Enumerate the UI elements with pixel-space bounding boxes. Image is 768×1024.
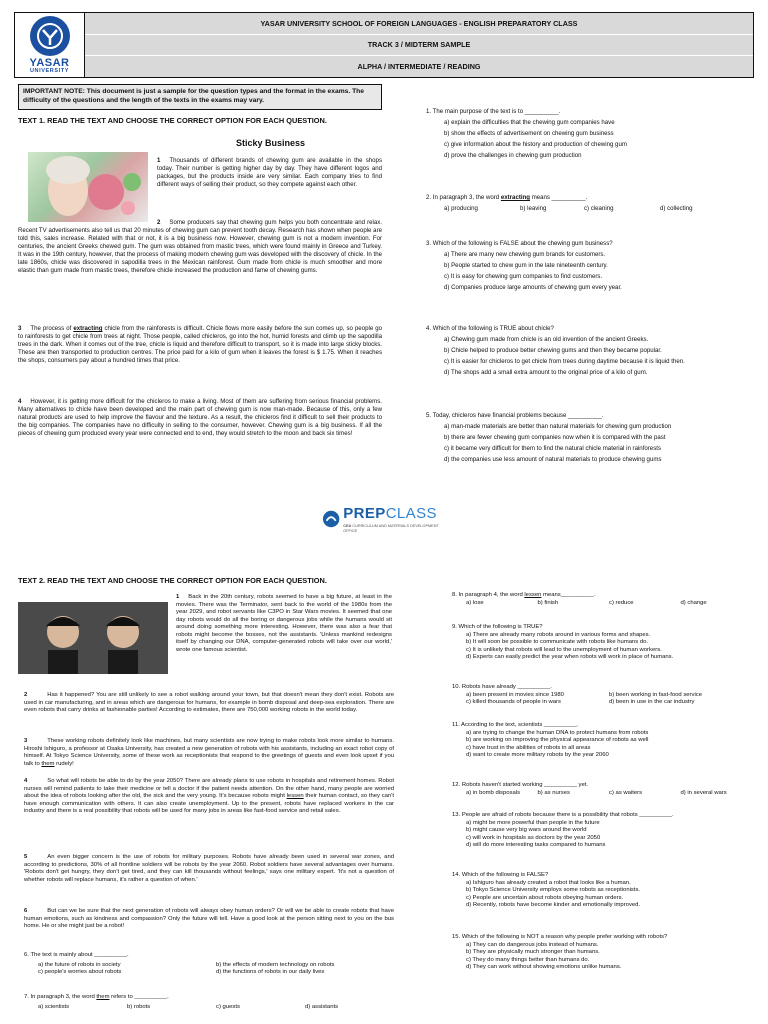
stem-text: 8. In paragraph 4, the word [452,592,525,598]
option-c[interactable]: c) as waiters [609,789,643,796]
cea-mark: CEA [343,524,352,529]
paragraph-text: Back in the 20th century, robots seemed to have a big future, at least in the movies. There was the Terminator, sent back to the world of the 1980s from the year 2029, and robot servants like C3PO in Star Wars movies. It seemed that one day robots would do all the boring or dangerous jobs while the humans would sit around doing something more interesting. However, there was also a fear that robots might become the bosses, not the assistants. 'Unless mankind redesigns itself by changing our DNA, computer-generated robots will take over our world,' wrote one famous scientist. [176,594,392,653]
office-name: CURRICULUM AND MATERIALS DEVELOPMENT OFFICE [343,524,439,534]
option-b[interactable]: b) show the effects of advertisement on chewing gum business [444,129,614,137]
paragraph-number: 1 [176,594,180,600]
stem-text: 7. In paragraph 3, the word [24,994,97,1000]
option-b[interactable]: b) robots [127,1003,151,1010]
paragraph-number: 3 [18,325,22,332]
paragraph-text: Thousands of different brands of chewing gum are available in the shops today. Their number is getting higher day by day. They have different logos and packages, but the products inside are very similar. Each company tries to find different ways of selling their product, so they compete against each other. [157,157,382,188]
option-b[interactable]: b) finish [537,599,559,606]
options-row [24,1004,394,1012]
question-2 [426,194,756,213]
option-d[interactable]: d) Recently, robots have become kinder and emotionally improved. [466,902,641,909]
paragraph-number: 6 [24,908,28,914]
option-a[interactable]: a) producing [444,204,478,212]
question-stem: 4. Which of the following is TRUE about chicle? [426,325,554,332]
logo-word: YASAR [29,56,70,69]
option-c[interactable]: c) killed thousands of people in wars [466,699,561,706]
paragraph-number: 4 [24,778,28,784]
question-stem: 9. Which of the following is TRUE? [452,624,543,630]
paragraph-number: 4 [18,398,22,405]
option-b[interactable]: b) Chicle helped to produce better chewing gums and then they became popular. [444,346,662,354]
header-track: TRACK 3 / MIDTERM SAMPLE [85,34,753,56]
option-a[interactable]: a) scientists [38,1003,70,1010]
options-row [24,969,394,977]
extracting-word: extracting [73,325,103,332]
paragraph-number: 2 [24,692,28,698]
option-d[interactable]: d) assistants [305,1003,339,1010]
paragraph-number: 5 [24,854,28,860]
question-1 [426,108,756,160]
text2-paragraph-4 [24,778,394,816]
option-a[interactable]: a) been present in movies since 1980 [466,691,564,698]
logo-emblem-icon [30,16,70,56]
options-row [426,205,756,213]
question-stem: 10. Robots have already __________. [452,684,552,690]
option-a[interactable]: a) Ishiguro has already created a robot that looks like a human. [466,879,631,886]
option-a[interactable]: a) There are already many robots around in various forms and shapes. [466,631,651,638]
option-b[interactable]: b) the effects of modern technology on robots [216,961,335,968]
text1-paragraph-4 [18,398,382,438]
question-9 [452,624,752,662]
option-d[interactable]: d) will do more interesting tasks compared to humans [466,842,606,849]
question-4 [426,325,756,377]
option-b[interactable]: b) are working on improving the physical appearance of robots as well [466,737,649,744]
question-stem: 3. Which of the following is FALSE about the chewing gum business? [426,240,613,247]
header-level: ALPHA / INTERMEDIATE / READING [85,55,753,77]
option-b[interactable]: b) It will soon be possible to communicate with robots like humans do. [466,639,649,646]
question-stem: 14. Which of the following is FALSE? [452,872,549,878]
text1-paragraph-1 [157,157,382,189]
question-stem [452,592,595,598]
option-d[interactable]: d) been in use in the car industry [609,699,695,706]
option-b[interactable]: b) Tokyo Science University employs some robots as receptionists. [466,887,641,894]
chewing-gum-photo [28,152,148,222]
document-header [14,12,754,78]
option-c[interactable]: c) reduce [609,599,634,606]
option-d[interactable]: d) collecting [660,204,693,212]
paragraph-text: Some producers say that chewing gum helps you both concentrate and relax. Recent TV advertisements also tell us that 20 minutes of chewing gum can prevent tooth decay. Research has shown when people are told this, sales increase. Related with that or not, it is a big business now. However, chewing gum is not a modern invention. For centuries, the ancient Greeks chewed gum. The gum was obtained from mastic trees, which were found mainly in Greece and Turkey. It was in the 19th century, however, that the process of making modern chewing gum was developed with the discovery of chicle. In the late 1860s, chicle was discovered in sapodilla trees in the Mexican rainforest. Gum made from chicle is much smoother and more elastic than gum made from mastic trees, therefore chicle increased the production and fame of chewing gums. [18,219,382,274]
paragraph-text: So what will robots be able to do by the year 2050? There are already plans to use robots in hospitals and retirement homes. Robot nurses will remind patients to take their medicine or tell a doctor if the patient needs attention. On the other hand, many people are worried about the idea of robots looking after the old, the sick and the very young. It's because robots might [24,778,394,800]
option-a[interactable]: a) man-made materials are better than natural materials for chewing gum production [444,422,672,430]
stem-text: refers to __________. [109,994,169,1000]
option-a[interactable]: a) explain the difficulties that the chewing gum companies have [444,118,615,126]
options-row [452,692,752,700]
option-a[interactable]: a) Chewing gum made from chicle is an old invention of the ancient Greeks. [444,335,649,343]
option-b[interactable]: b) as nurses [537,789,570,796]
paragraph-number: 2 [157,219,161,226]
option-a[interactable]: a) lose [466,599,484,606]
option-b[interactable]: b) been working in fast-food service [609,691,702,698]
question-stem: 1. The main purpose of the text is to __________. [426,108,561,115]
stem-text: means __________. [530,194,588,201]
option-c[interactable]: c) People are uncertain about robots obeying human orders. [466,894,624,901]
paragraph-number: 3 [24,738,28,744]
prepclass-emblem-icon [322,509,340,529]
paragraph-text: These working robots definitely look like machines, but many scientists are now trying to make robots look more similar to humans. Hiroshi Ishiguro, a professor at Osaka University, has created a new generation of robots with his assistants, including an exact robot copy of himself. At Tokyo Science University, some of these work as receptionists that respond to the greetings of guests and even look upset if you talk to [24,738,394,767]
option-b[interactable]: b) They are physically much stronger than humans. [466,949,600,956]
paragraph-text: rudely! [54,760,74,767]
question-stem: 6. The text is mainly about __________. [24,952,129,958]
text1-paragraph-3 [18,325,382,365]
prepclass-subtitle [343,524,444,534]
option-d[interactable]: d) change [680,599,707,606]
option-d[interactable]: d) Companies produce large amounts of chewing gum every year. [444,283,622,291]
paragraph-text: The process of [30,325,74,332]
lessen-word: lessen [524,592,542,598]
question-3 [426,240,756,292]
option-b[interactable]: b) People started to chew gum in the late nineteenth century. [444,261,608,269]
options-row [452,699,752,707]
paragraph-number: 1 [157,157,161,164]
them-word: them [41,760,55,767]
question-stem: 15. Which of the following is NOT a reason why people prefer working with robots? [452,934,668,940]
prepclass-logo [322,498,444,540]
option-d[interactable]: d) the companies use less amount of natural materials to produce chewing gums [444,455,662,463]
question-stem: 13. People are afraid of robots because there is a possibility that robots __________. [452,812,674,818]
option-c[interactable]: c) give information about the history and production of chewing gum [444,140,627,148]
prepclass-wordmark [343,504,444,524]
option-a[interactable]: a) are trying to change the human DNA to protect humans from robots [466,729,649,736]
option-b[interactable]: b) leaving [520,204,547,212]
option-d[interactable]: d) the functions of robots in our daily lives [216,969,325,976]
text2-paragraph-6 [24,908,394,931]
header-school: YASAR UNIVERSITY SCHOOL OF FOREIGN LANGUAGES - ENGLISH PREPARATORY CLASS [85,13,753,34]
option-d[interactable]: d) Experts can easily predict the year when robots will work in place of humans. [466,654,674,661]
question-15 [452,934,752,972]
class-part: CLASS [385,504,437,522]
paragraph-text: their human contact, so they can't have enough communication with others. It can also create unemployment. Up to the present, robots have replaced workers in the car industry and there is a real possibility that robots will be used for many jobs in areas like fast-food service and retail sales. [24,793,394,815]
text2-paragraph-5 [24,854,394,884]
option-a[interactable]: a) in bomb disposals [466,789,521,796]
option-c[interactable]: c) cleaning [584,204,614,212]
page-2 [0,572,768,1024]
question-5 [426,412,756,464]
option-c[interactable]: c) have trust in the abilities of robots in all areas [466,744,591,751]
option-d[interactable]: d) in several wars [680,789,727,796]
option-c[interactable]: c) people's worries about robots [38,969,122,976]
paragraph-text: Has it happened? You are still unlikely to see a robot walking around your town, but that doesn't mean they don't exist. Robots are used in car manufacturing, and in areas which are dangerous for humans, for example in bomb disposal and deep-sea exploration. There are even robots that carry drinks at fashionable parties! According to estimates, there are 750,000 working robots in the world today. [24,692,394,714]
university-logo [15,13,85,77]
option-d[interactable]: d) prove the challenges in chewing gum production [444,151,582,159]
option-c[interactable]: c) It is easy for chewing gum companies to find customers. [444,272,603,280]
question-12 [452,782,752,797]
stem-text: means__________. [541,592,596,598]
option-c[interactable]: c) will work in hospitals as doctors by the year 2050 [466,834,601,841]
question-stem [24,994,169,1000]
option-a[interactable]: a) There are many new chewing gum brands for customers. [444,250,606,258]
header-text [85,13,753,77]
option-c[interactable]: c) it became very difficult for them to find the natural chicle material in rainforests [444,444,661,452]
prepclass-text [343,504,444,534]
options-row [24,962,394,970]
text2-paragraph-3 [24,738,394,768]
option-a[interactable]: a) the future of robots in society [38,961,121,968]
robot-twins-image-icon [18,602,168,674]
question-14 [452,872,752,910]
question-10 [452,684,752,707]
option-a[interactable]: a) They can do dangerous jobs instead of humans. [466,941,599,948]
option-d[interactable]: d) The shops add a small extra amount to the original price of a kilo of gum. [444,368,648,376]
gum-image-icon [28,152,148,222]
option-c[interactable]: c) It is unlikely that robots will lead to the unemployment of human workers. [466,646,662,653]
option-d[interactable]: d) want to create more military robots by the year 2060 [466,752,609,759]
option-c[interactable]: c) They do many things better than humans do. [466,956,590,963]
extracting-word: extracting [500,194,530,201]
text2-instruction: TEXT 2. READ THE TEXT AND CHOOSE THE CORRECT OPTION FOR EACH QUESTION. [18,576,327,585]
option-c[interactable]: c) It is easier for chicleros to get chicle from trees during daytime because it is liquid then. [444,357,685,365]
question-stem: 12. Robots haven't started working __________ yet. [452,782,589,788]
option-b[interactable]: b) there are fewer chewing gum companies now when it is compared with the past [444,433,666,441]
question-6 [24,952,394,977]
text2-paragraph-2 [24,692,394,715]
question-11 [452,722,752,760]
logo-subtitle: UNIVERSITY [29,67,69,74]
text2-paragraph-1 [176,594,392,654]
prep-part: PREP [343,504,386,522]
question-8 [452,592,752,607]
question-stem: 11. According to the text, scientists __________. [452,722,579,728]
paragraph-text: chicle from the rainforests is difficult. Chicle flows more easily before the sun comes up, so people go to rainforests to get chicle from trees at night. Those people, called chicleros, go into the hot, humid forests and climb up the sapodilla trees in the dark. When it comes out of the tree, chicle is liquid and therefore difficult to transport, so it is made into large sticky blocks. These are then transported to production centres. The price paid for a kilo of gum when it leaves the forest is $ 1.75. When it reaches the shops, consumers pay about a hundred times that price. [18,325,383,364]
option-d[interactable]: d) They can work without showing emotions unlike humans. [466,964,622,971]
option-c[interactable]: c) guests [216,1003,240,1010]
them-word: them [96,994,110,1000]
question-7 [24,994,394,1011]
paragraph-text: An even bigger concern is the use of robots for military purposes. Robots have already been used in several war zones, and according to predictions, 30% of all frontline soldiers will be robots by the year 2060. Robot soldiers have several advantages over humans. 'Robots don't get hungry, they don't get tired, and they can kill thousands without feelings,' says one military expert. 'It's not a question of whether robots will replace humans, it's rather a question of when.' [24,854,394,883]
text1-title: Sticky Business [236,138,306,148]
option-b[interactable]: b) might cause very big wars around the world [466,827,587,834]
text1-paragraph-2 [18,219,382,274]
paragraph-text: But can we be sure that the next generation of robots will always obey human orders? Or will we be able to create robots that have human emotions, such as kindness and compassion? Only the future will tell. Have a good look at the person sitting next to you on the bus home. He or she might just be a robot! [24,908,394,930]
crest-icon [35,21,65,51]
question-13 [452,812,752,850]
paragraph-text: However, it is getting more difficult for the chicleros to make a living. Most of them are suffering from serious financial problems. Many alternatives to chicle have been developed and the main part of chewing gum is now man-made. Because of this, only a few natural products are used to help improve the flavour and the texture. As a result, the chicleros find it difficult to sell their products to the big companies. The companies have no difficulty in selling to the consumer, however. Chewing gum is a big business. If all the pieces of chewing gum produced every year were connected end to end, they would stretch to the moon and back six times! [18,398,382,437]
robots-photo [18,602,168,674]
lessen-word: lessen [286,793,304,800]
text1-instruction: TEXT 1. READ THE TEXT AND CHOOSE THE CORRECT OPTION FOR EACH QUESTION. [18,116,327,125]
option-a[interactable]: a) might be more powerful than people in the future [466,819,600,826]
important-note: IMPORTANT NOTE: This document is just a sample for the question types and the format in the exams. The difficulty of the questions and the length of the texts in the exams may vary. [18,84,382,110]
question-stem [426,194,756,202]
options-row [452,790,752,798]
question-stem: 5. Today, chicleros have financial problems because __________. [426,412,604,419]
options-row [452,600,752,608]
stem-text: 2. In paragraph 3, the word [426,194,501,201]
